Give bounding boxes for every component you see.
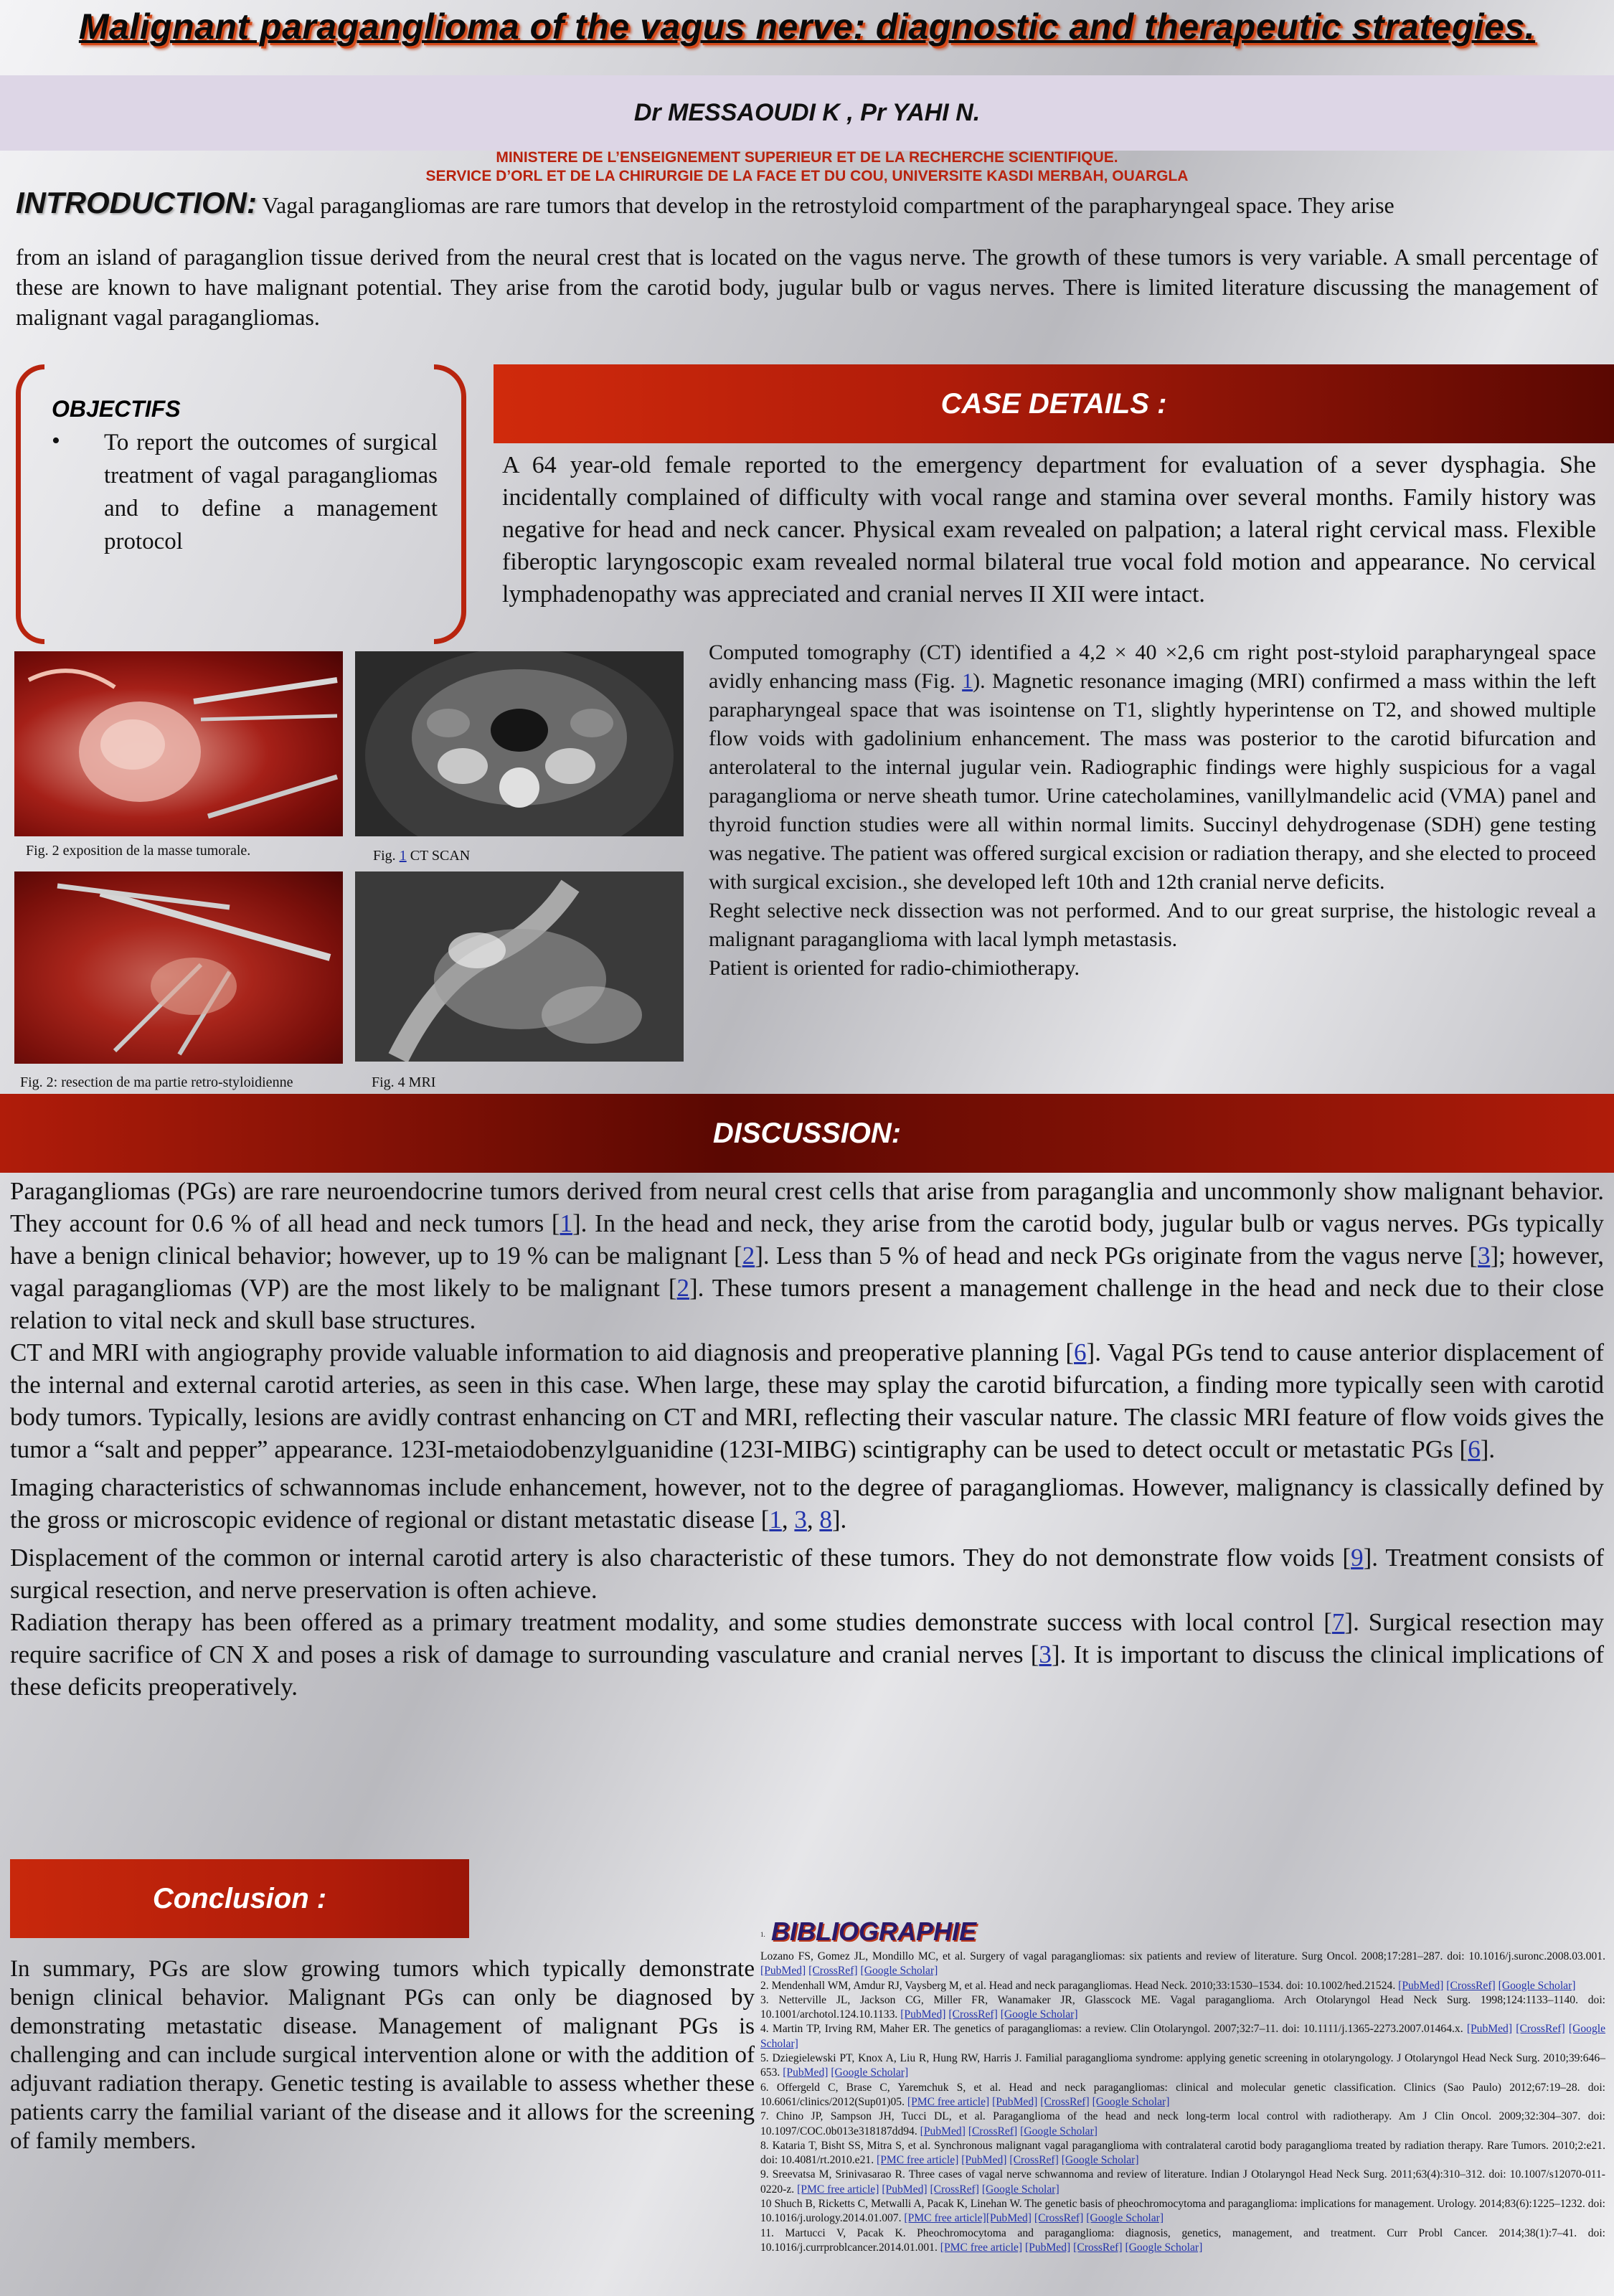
- figure-1-caption-prefix: Fig.: [373, 848, 396, 864]
- bib-ref: [760, 2139, 1605, 2168]
- introduction-section: [16, 188, 1598, 332]
- pubmed-link[interactable]: [PubMed]: [920, 2125, 966, 2137]
- pmc-link[interactable]: [PMC free article]: [940, 2241, 1023, 2254]
- disc-p3-s3: Radiation therapy has been offered as a primary treatment modality, and some studies demonstrate success with local control [: [10, 1608, 1332, 1636]
- disc-p1-s13: ].: [1480, 1435, 1496, 1463]
- bib-ref-text: 5. Dziegielewski PT, Knox A, Liu R, Hung RW, Harris J. Familial paraganglioma syndrome: applying genetic screening in otolaryngology. J Otolaryngol Head Neck Surg. 2010;39:646–653.: [760, 2052, 1605, 2079]
- pubmed-link[interactable]: [PubMed]: [986, 2212, 1032, 2225]
- disc-p1-s9: CT and MRI with angiography provide valuable information to aid diagnosis and preoperative planning [: [10, 1338, 1075, 1366]
- disc-p1-s8: ]. These tumors present a management challenge in the head and neck due to their close relation to vital neck and skull base structures.: [10, 1274, 1604, 1334]
- bib-ref: [760, 2168, 1605, 2197]
- imaging-findings-text: [709, 638, 1596, 983]
- ref-link[interactable]: 2: [742, 1242, 755, 1270]
- ref-link[interactable]: 6: [1074, 1338, 1087, 1366]
- affiliation-line-2: SERVICE D’ORL ET DE LA CHIRURGIE DE LA FACE ET DU COU, UNIVERSITE KASDI MERBAH, OUARGLA: [425, 168, 1189, 184]
- scholar-link[interactable]: [Google Scholar]: [1498, 1979, 1576, 1992]
- imaging-text-a: Computed tomography (CT) identified a 4,2 × 40 ×2,6 cm right post-styloid parapharyngeal space avidly enhancing mass (Fig.: [709, 641, 1596, 693]
- bib-ref-text: 8. Kataria T, Bisht SS, Mitra S, et al. Synchronous malignant vagal paraganglioma with contralateral carotid body paraganglioma treated by radiation therapy. Rare Tumors. 2010;2:e21. doi: 10.4081/rt.2010.e21.: [760, 2139, 1605, 2167]
- pubmed-link[interactable]: [PubMed]: [992, 2095, 1038, 2108]
- conclusion-banner: [10, 1859, 469, 1938]
- pubmed-link[interactable]: [PubMed]: [1024, 2241, 1071, 2254]
- scholar-link[interactable]: [Google Scholar]: [1000, 2008, 1078, 2021]
- scholar-link[interactable]: [Google Scholar]: [760, 2023, 1606, 2050]
- case-details-text: A 64 year-old female reported to the emergency department for evaluation of a sever dysphagia. She incidentally complained of difficulty with vocal range and stamina over several months. Family history was negative for head and neck cancer. Physical exam revealed on palpation; a lateral right cervical mass. Flexible fiberoptic laryngoscopic exam revealed normal bilateral true vocal fold motion and appearance. No cervical lymphadenopathy was appreciated and cranial nerves II XII were intact.: [502, 452, 1596, 608]
- figure-mri: [355, 871, 684, 1062]
- figure-1-caption-suffix: CT SCAN: [410, 848, 471, 864]
- bib-ref-text: 4. Martin TP, Irving RM, Maher ER. The genetics of paragangliomas: a review. Clin Otolaryngol. 2007;32:7–11. doi: 10.1111/j.1365-2273.2007.01464.x.: [760, 2023, 1463, 2036]
- bib-ref: [760, 2081, 1605, 2110]
- discussion-paragraph-3: [10, 1541, 1604, 1703]
- bib-ref: [760, 2051, 1605, 2081]
- introduction-heading: INTRODUCTION:: [16, 186, 257, 219]
- ref-link[interactable]: 7: [1331, 1608, 1345, 1636]
- pubmed-link[interactable]: [PubMed]: [1398, 1979, 1444, 1992]
- scholar-link[interactable]: [Google Scholar]: [1061, 2154, 1139, 2167]
- authors: Dr MESSAOUDI K , Pr YAHI N.: [633, 99, 981, 126]
- disc-p2-s0: Imaging characteristics of schwannomas include enhancement, however, not to the degree of paragangliomas. However, malignancy is classically defined by the gross or microscopic evidence of regional or distant metastatic disease [: [10, 1473, 1604, 1534]
- bib-ref-text: 10 Shuch B, Ricketts C, Metwalli A, Pacak K, Linehan W. The genetic basis of pheochromocytoma and paraganglioma: implications for management. Urology. 2014;83(6):1225–1232. doi: 10.1016/j.urology.2014.01.007.: [760, 2198, 1605, 2225]
- ref-link[interactable]: 3: [1477, 1242, 1491, 1270]
- crossref-link[interactable]: [CrossRef]: [1040, 2095, 1090, 2108]
- disc-p3-s0: Displacement of the common or internal carotid artery is also characteristic of these tumors. They do not demonstrate flow voids [: [10, 1544, 1351, 1572]
- scholar-link[interactable]: [Google Scholar]: [1092, 2095, 1170, 2108]
- case-details-heading: CASE DETAILS :: [940, 387, 1167, 420]
- crossref-link[interactable]: [CrossRef]: [1034, 2212, 1084, 2225]
- disc-p3-s7: ]. It is important to discuss the clinical implications of these deficits preoperatively.: [10, 1640, 1604, 1701]
- pubmed-link[interactable]: [PubMed]: [783, 2066, 829, 2079]
- bib-ref: [760, 1979, 1605, 1993]
- affiliation: [0, 148, 1614, 186]
- disc-p1-s2: ]. In the head and neck, they arise from the carotid body, jugular bulb or vagus nerves. PGs typically have a benign clinical behavior; however, up to 19 % can be malignant [: [10, 1209, 1604, 1270]
- crossref-link[interactable]: [CrossRef]: [930, 2183, 979, 2196]
- ref-link[interactable]: 1: [560, 1209, 572, 1237]
- scholar-link[interactable]: [Google Scholar]: [981, 2183, 1060, 2196]
- crossref-link[interactable]: [CrossRef]: [948, 2008, 998, 2021]
- crossref-link[interactable]: [CrossRef]: [968, 2125, 1018, 2137]
- scholar-link[interactable]: [Google Scholar]: [860, 1965, 938, 1978]
- crossref-link[interactable]: [CrossRef]: [1073, 2241, 1123, 2254]
- discussion-banner: [0, 1094, 1614, 1173]
- ref-link[interactable]: 9: [1351, 1544, 1364, 1572]
- disc-p2-s2: ,: [781, 1506, 795, 1534]
- poster-title: Malignant paraganglioma of the vagus nerve: diagnostic and therapeutic strategies.: [78, 6, 1536, 47]
- disc-p3-s5: ]. Surgical resection may require sacrifice of CN X and poses a risk of damage to surrounding vasculature and cranial nerves [: [10, 1608, 1605, 1668]
- figure-2a-caption: Fig. 2 exposition de la masse tumorale.: [26, 843, 251, 859]
- objectives-bullet: •: [52, 427, 60, 454]
- scholar-link[interactable]: [Google Scholar]: [1020, 2125, 1098, 2137]
- disc-p2-s6: ].: [831, 1506, 847, 1534]
- discussion-text: [10, 1175, 1604, 1709]
- ref-link[interactable]: 3: [794, 1506, 807, 1534]
- crossref-link[interactable]: [CrossRef]: [808, 1965, 858, 1978]
- imaging-text-b: ). Magnetic resonance imaging (MRI) confirmed a mass within the left parapharyngeal space that was isointense on T1, slightly hyperintense on T2, and showed multiple flow voids with gadolinium enhancement. The mass was posterior to the carotid bifurcation and anterolateral to the internal jugular vein. Radiographic findings were highly suspicious for a vagal paraganglioma or nerve sheath tumor. Urine catecholamines, vanillylmandelic acid (VMA) panel and thyroid function studies were all within normal limits. Succinyl dehydrogenase (SDH) gene testing was negative. The patient was offered surgical excision or radiation therapy, and she elected to proceed with surgical excision., she developed left 10th and 12th cranial nerve deficits.: [709, 669, 1597, 894]
- case-details-banner: [494, 364, 1614, 443]
- bib-ref-text: 11. Martucci V, Pacak K. Pheochromocytoma and paraganglioma: diagnosis, genetics, management, and treatment. Curr Probl Cancer. 2014;38(1):7–41. doi: 10.1016/j.currproblcancer.2014.01.001.: [760, 2226, 1605, 2254]
- figure-surgery-mass-exposure: [14, 651, 343, 836]
- ref-link[interactable]: 8: [819, 1506, 832, 1534]
- conclusion-heading: Conclusion :: [152, 1882, 327, 1914]
- bib-ref-text: 2. Mendenhall WM, Amdur RJ, Vaysberg M, et al. Head and neck paragangliomas. Head Neck. 2010;33:1530–1534. doi: 10.1002/hed.21524.: [760, 1979, 1396, 1992]
- pmc-link[interactable]: [PMC free article]: [797, 2183, 879, 2196]
- bib-ref: [760, 2226, 1605, 2256]
- discussion-heading: DISCUSSION:: [712, 1117, 902, 1149]
- bib-ref: [760, 1950, 1605, 1979]
- bib-ref-text: 7. Chino JP, Sampson JH, Tucci DL, et al. Paraganglioma of the head and neck long-term local control with radiotherapy. Am J Clin Oncol. 2009;32:304–307. doi: 10.1097/COC.0b013e318187dd94.: [760, 2110, 1605, 2137]
- ref-link[interactable]: 6: [1468, 1435, 1481, 1463]
- scholar-link[interactable]: [Google Scholar]: [1125, 2241, 1203, 2254]
- figure-1-link[interactable]: 1: [399, 848, 407, 864]
- crossref-link[interactable]: [CrossRef]: [1516, 2023, 1565, 2036]
- bib-ref: [760, 1993, 1605, 2023]
- introduction-text-2: from an island of paraganglion tissue derived from the neural crest that is located on the vagus nerve. The growth of these tumors is very variable. A small percentage of these are known to have malignant potential. They arise from the carotid body, jugular bulb or vagus nerves. There is limited literature discussing the management of malignant vagal paragangliomas.: [16, 244, 1598, 330]
- scholar-link[interactable]: [Google Scholar]: [831, 2066, 909, 2079]
- affiliation-line-1: MINISTERE DE L’ENSEIGNEMENT SUPERIEUR ET DE LA RECHERCHE SCIENTIFIQUE.: [496, 149, 1118, 166]
- bib-ref: [760, 2197, 1605, 2226]
- pubmed-link[interactable]: [PubMed]: [961, 2154, 1007, 2167]
- crossref-link[interactable]: [CrossRef]: [1009, 2154, 1059, 2167]
- pubmed-link[interactable]: [PubMed]: [1466, 2023, 1513, 2036]
- bib-ref-text: 3. Netterville JL, Jackson CG, Miller FR, Wanamaker JR, Glasscock ME. Vagal paraganglioma. Arch Otolaryngol Head Neck Surg. 1998;124:1133–1140. doi: 10.1001/archotol.124.10.1133.: [760, 1993, 1605, 2021]
- ref-link[interactable]: 1: [769, 1506, 782, 1534]
- figure-surgery-resection: [14, 871, 343, 1064]
- conclusion-text: In summary, PGs are slow growing tumors which typically demonstrate benign clinical behavior. Malignant PGs can only be diagnosed by demonstrating metastatic disease. Management of malignant PGs is challenging and can include surgical intervention alone or with the addition of adjuvant radiation therapy. Genetic testing is available to assess whether these patients carry the familial variant of the disease and it allows for the screening of family members.: [10, 1956, 755, 2154]
- bibliography-marker: 1.: [760, 1931, 765, 1938]
- scholar-link[interactable]: [Google Scholar]: [1086, 2212, 1164, 2225]
- crossref-link[interactable]: [CrossRef]: [1446, 1979, 1496, 1992]
- pmc-link[interactable]: [PMC free article]: [904, 2212, 986, 2225]
- discussion-paragraph-2: [10, 1471, 1604, 1536]
- bib-ref: [760, 2022, 1605, 2051]
- bib-ref-text: 9. Sreevatsa M, Srinivasarao R. Three cases of vagal nerve schwannoma and review of literature. Indian J Otolaryngol Head Neck Surg. 2011;63(4):310–312. doi: 10.1007/s12070-011-0220-z.: [760, 2168, 1605, 2196]
- figure-1-caption: [373, 848, 470, 864]
- figure-ct-scan: [355, 651, 684, 836]
- disc-p3-s2: ]. Treatment consists of surgical resection, and nerve preservation is often achieve.: [10, 1544, 1604, 1604]
- figure-4-caption: Fig. 4 MRI: [372, 1074, 436, 1090]
- disc-p1-s0: Paragangliomas (PGs) are rare neuroendocrine tumors derived from neural crest cells that arise from paraganglia and uncommonly show malignant behavior. They account for 0.6 % of all head and neck tumors [: [10, 1177, 1604, 1237]
- objectives-bracket-left: [16, 364, 44, 644]
- pubmed-link[interactable]: [PubMed]: [760, 1965, 806, 1978]
- pubmed-link[interactable]: [PubMed]: [900, 2008, 946, 2021]
- objectives-heading: OBJECTIFS: [52, 396, 181, 422]
- disc-p1-s6: ]; however, vagal paragangliomas (VP) are the most likely to be malignant [: [10, 1242, 1605, 1302]
- bib-ref-text: Lozano FS, Gomez JL, Mondillo MC, et al. Surgery of vagal paragangliomas: six patients and review of literature. Surg Oncol. 2008;17:281–287. doi: 10.1016/j.suronc.2008.03.001.: [760, 1950, 1605, 1962]
- introduction-text-1: Vagal paragangliomas are rare tumors that develop in the retrostyloid compartment of the parapharyngeal space. They arise: [262, 192, 1394, 218]
- objectives-bracket-right: [434, 364, 466, 644]
- bibliography-list: [760, 1950, 1605, 2255]
- disc-p1-s4: ]. Less than 5 % of head and neck PGs originate from the vagus nerve [: [755, 1242, 1478, 1270]
- bibliography-heading: BIBLIOGRAPHIE: [771, 1917, 977, 1946]
- bib-ref-text: 6. Offergeld C, Brase C, Yaremchuk S, et al. Head and neck paragangliomas: clinical and molecular genetic classification. Clinics (Sao Paulo) 2012;67:19–28. doi: 10.6061/clinics/2012(Sup01)05.: [760, 2081, 1605, 2108]
- discussion-paragraph-1: [10, 1175, 1604, 1465]
- authors-band: [0, 75, 1614, 151]
- disc-p2-s4: ,: [806, 1506, 820, 1534]
- pmc-link[interactable]: [PMC free article]: [907, 2095, 990, 2108]
- objectives-text: To report the outcomes of surgical treatment of vagal paragangliomas and to define a management protocol: [104, 430, 438, 554]
- orientation-text: Patient is oriented for radio-chimiotherapy.: [709, 956, 1080, 980]
- pubmed-link[interactable]: [PubMed]: [882, 2183, 928, 2196]
- histology-text: Reght selective neck dissection was not performed. And to our great surprise, the histologic reveal a malignant paraganglioma with lacal lymph metastasis.: [709, 899, 1596, 951]
- ref-link[interactable]: 3: [1039, 1640, 1052, 1668]
- fig-1-link[interactable]: 1: [962, 669, 973, 693]
- bib-ref: [760, 2110, 1605, 2139]
- disc-p1-s11: ]. Vagal PGs tend to cause anterior displacement of the internal and external carotid arteries, as seen in this case. When large, these may splay the carotid bifurcation, a finding more typically seen with carotid body tumors. Typically, lesions are avidly contrast enhancing on CT and MRI, reflecting their vascular nature. The classic MRI feature of flow voids gives the tumor a “salt and pepper” appearance. 123I-metaiodobenzylguanidine (123I-MIBG) scintigraphy can be used to detect occult or metastatic PGs [: [10, 1338, 1605, 1463]
- ref-link[interactable]: 2: [676, 1274, 690, 1302]
- figure-2b-caption: Fig. 2: resection de ma partie retro-styloidienne: [20, 1074, 293, 1090]
- pmc-link[interactable]: [PMC free article]: [877, 2154, 959, 2167]
